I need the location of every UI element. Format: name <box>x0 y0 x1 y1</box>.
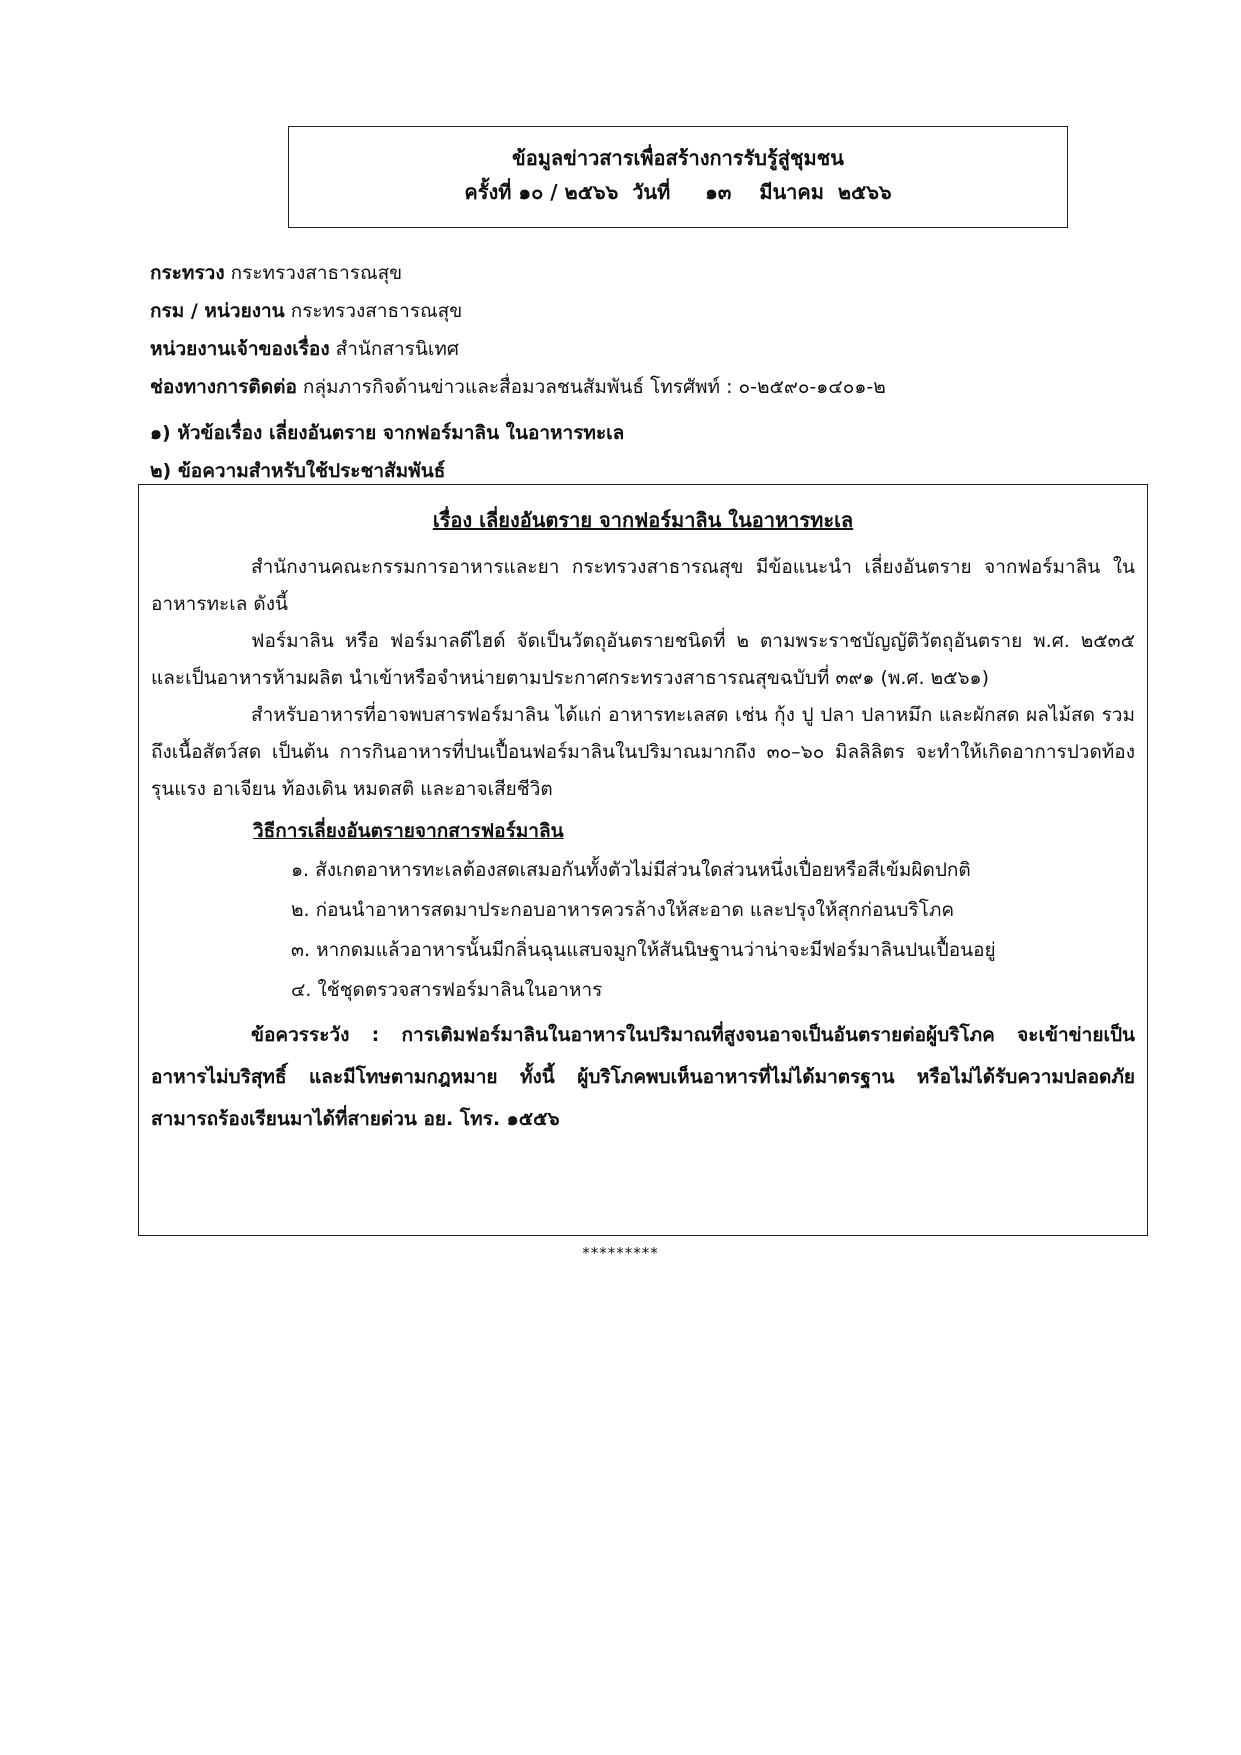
article-paragraph-3: สำหรับอาหารที่อาจพบสารฟอร์มาลิน ได้แก่ อาหารทะเลสด เช่น กุ้ง ปู ปลา ปลาหมึก และผักสด ผลไม้สด รวมถึงเนื้อสัตว์สด เป็นต้น การกินอาหารที่ปนเปื้อนฟอร์มาลินในปริมาณมากถึง ๓๐–๖๐ มิลลิลิตร จะทำให้เกิดอาการปวดท้องรุนแรง อาเจียน ท้องเดิน หมดสติ และอาจเสียชีวิต <box>151 704 1135 800</box>
department-row <box>150 292 1150 330</box>
meta-info <box>150 254 1150 406</box>
methods-heading: วิธีการเลี่ยงอันตรายจากสารฟอร์มาลิน <box>253 820 564 842</box>
article-paragraph-1: สำนักงานคณะกรรมการอาหารและยา กระทรวงสาธารณสุข มีข้อแนะนำ เลี่ยงอันตราย จากฟอร์มาลิน ในอาหารทะเล ดังนี้ <box>151 556 1135 615</box>
owner-value: สำนักสารนิเทศ <box>329 338 459 360</box>
ministry-label: กระทรวง <box>150 262 225 284</box>
warning-text: การเติมฟอร์มาลินในอาหารในปริมาณที่สูงจนอาจเป็นอันตรายต่อผู้บริโภค จะเข้าข่ายเป็นอาหารไม่บริสุทธิ์ และมีโทษตามกฎหมาย ทั้งนี้ ผู้บริโภคพบเห็นอาหารที่ไม่ได้มาตรฐาน หรือไม่ได้รับความปลอดภัย สามารถร้องเรียนมาได้ที่สายด่วน อย. โทร. ๑๕๕๖ <box>151 1024 1135 1130</box>
end-separator: ********* <box>582 1244 659 1262</box>
list-item: ๒. ก่อนนำอาหารสดมาประกอบอาหารควรล้างให้สะอาด และปรุงให้สุกก่อนบริโภค <box>291 899 955 921</box>
department-value: กระทรวงสาธารณสุข <box>284 300 463 322</box>
article-title: เรื่อง เลี่ยงอันตราย จากฟอร์มาลิน ในอาหารทะเล <box>432 508 854 532</box>
department-label: กรม / หน่วยงาน <box>150 300 285 322</box>
warning-label: ข้อควรระวัง : <box>251 1024 380 1046</box>
methods-list <box>291 850 1147 1010</box>
contact-value: กลุ่มภารกิจด้านข่าวและสื่อมวลชนสัมพันธ์ โทรศัพท์ : ๐-๒๕๙๐-๑๔๐๑-๒ <box>296 376 886 398</box>
ministry-row <box>150 254 1150 292</box>
list-item: ๔. ใช้ชุดตรวจสารฟอร์มาลินในอาหาร <box>291 979 603 1001</box>
header-box <box>288 126 1068 228</box>
topic-heading: ๑) หัวข้อเรื่อง เลี่ยงอันตราย จากฟอร์มาลิน ในอาหารทะเล <box>150 422 625 444</box>
contact-label: ช่องทางการติดต่อ <box>150 376 297 398</box>
warning-paragraph <box>151 1014 1135 1140</box>
article-box <box>138 484 1148 1236</box>
document-title: ข้อมูลข่าวสารเพื่อสร้างการรับรู้สู่ชุมชน <box>512 146 844 170</box>
list-item: ๑. สังเกตอาหารทะเลต้องสดเสมอกันทั้งตัวไม่มีส่วนใดส่วนหนึ่งเปื่อยหรือสีเข้มผิดปกติ <box>291 859 971 881</box>
article-paragraph-2: ฟอร์มาลิน หรือ ฟอร์มาลดีไฮด์ จัดเป็นวัตถุอันตรายชนิดที่ ๒ ตามพระราชบัญญัติวัตถุอันตราย พ.ศ. ๒๕๓๕ และเป็นอาหารห้ามผลิต นำเข้าหรือจำหน่ายตามประกาศกระทรวงสาธารณสุขฉบับที่ ๓๙๑ (พ.ศ. ๒๕๖๑) <box>151 630 1135 689</box>
ministry-value: กระทรวงสาธารณสุข <box>224 262 403 284</box>
contact-row <box>150 368 1150 406</box>
owner-row <box>150 330 1150 368</box>
pr-message-heading: ๒) ข้อความสำหรับใช้ประชาสัมพันธ์ <box>150 460 446 482</box>
list-item: ๓. หากดมแล้วอาหารนั้นมีกลิ่นฉุนแสบจมูกให้สันนิษฐานว่าน่าจะมีฟอร์มาลินปนเปื้อนอยู่ <box>291 939 996 961</box>
issue-line: ครั้งที่ ๑๐ / ๒๕๖๖ วันที่ ๑๓ มีนาคม ๒๕๖๖ <box>464 180 892 204</box>
owner-label: หน่วยงานเจ้าของเรื่อง <box>150 338 330 360</box>
